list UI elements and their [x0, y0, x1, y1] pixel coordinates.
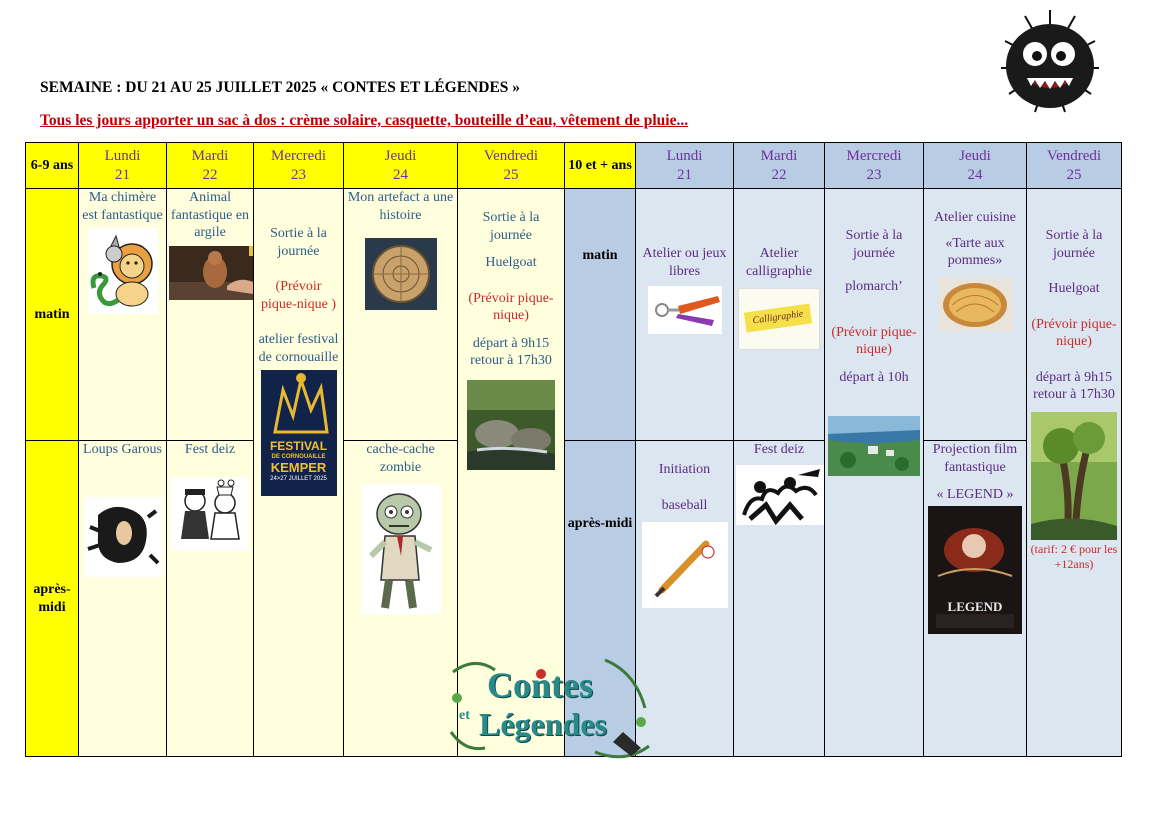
- poster-title: LEGEND: [947, 598, 1003, 614]
- departure-time: départ à 9h15 retour à 17h30: [470, 335, 552, 368]
- page-title: SEMAINE : DU 21 AU 25 JUILLET 2025 « CONTES ET LÉGENDES »: [40, 79, 521, 96]
- header-day-lundi-big: [636, 143, 734, 189]
- poster-line: 24>27 JUILLET 2025: [270, 476, 327, 482]
- activity-sortie-festival: [254, 189, 344, 757]
- poster-line: DE CORNOUAILLE: [271, 454, 326, 460]
- outing-label: Sortie à la journée: [482, 210, 540, 243]
- activity-label: Ma chimère est fantastique: [82, 190, 163, 223]
- calligraphy-image: [738, 288, 820, 350]
- activity-label: Atelier calligraphie: [745, 246, 813, 279]
- price-note: (tarif: 2 € pour les +12ans): [1030, 541, 1118, 571]
- activity-argile: [167, 189, 254, 441]
- day-number: 22: [771, 166, 787, 183]
- day-name: Vendredi: [483, 148, 539, 164]
- activity-label: Projection film fantastique: [932, 442, 1018, 475]
- header-day-mercredi-big: [825, 143, 924, 189]
- day-number: 23: [866, 166, 882, 183]
- header-day-lundi: [79, 143, 167, 189]
- day-name: Mercredi: [271, 148, 326, 164]
- outing-label: Sortie à la journée: [270, 226, 327, 259]
- age-group-10-plus: 10 et + ans: [565, 143, 636, 189]
- header-day-mercredi: [254, 143, 344, 189]
- logo-word-et: et: [459, 708, 470, 723]
- keychain-photo: [648, 286, 722, 334]
- festival-workshop: atelier festival de cornouaille: [258, 332, 339, 365]
- activity-loups-garous: [79, 441, 167, 757]
- breton-dancers-illustration: [171, 477, 249, 551]
- recipe-name: «Tarte aux pommes»: [945, 235, 1005, 268]
- apple-tart-photo: [938, 278, 1012, 332]
- activity-artefact: [344, 189, 458, 441]
- activity-cuisine: [924, 189, 1027, 441]
- film-title: « LEGEND »: [936, 487, 1014, 502]
- header-day-mardi: [167, 143, 254, 189]
- header-day-vendredi: [458, 143, 565, 189]
- outing-place: Huelgoat: [485, 255, 537, 270]
- activity-fest-deiz: [167, 441, 254, 757]
- activity-label: Initiation: [658, 462, 711, 477]
- period-matin-big: matin: [565, 189, 636, 441]
- activity-label: Animal fantastique en argile: [170, 190, 250, 240]
- outing-label: Sortie à la journée: [845, 228, 903, 261]
- picnic-note: (Prévoir pique-nique): [1031, 316, 1117, 349]
- period-apres-midi-big: après-midi: [565, 441, 636, 757]
- packing-reminder: Tous les jours apporter un sac à dos : crème solaire, casquette, bouteille d’eau, vêtement de pluie...: [40, 112, 689, 129]
- activity-projection-legend: [924, 441, 1027, 757]
- departure-time: départ à 10h: [839, 369, 909, 385]
- logo-word-legendes: Légendes: [479, 706, 607, 742]
- picnic-note: (Prévoir pique-nique): [831, 324, 917, 357]
- breton-musicians-illustration: [736, 465, 824, 525]
- activity-label: Loups Garous: [83, 442, 162, 457]
- day-name: Jeudi: [959, 148, 991, 164]
- activity-label: cache-cache zombie: [366, 442, 435, 475]
- activity-label: Fest deiz: [184, 442, 236, 457]
- werewolf-game-illustration: [84, 497, 162, 577]
- clay-sculpture-photo: [169, 246, 254, 300]
- day-name: Lundi: [104, 148, 141, 164]
- contes-et-legendes-logo: [445, 652, 655, 770]
- outing-place: Huelgoat: [1048, 281, 1100, 296]
- activity-label: Atelier cuisine: [933, 210, 1017, 225]
- day-number: 25: [503, 166, 519, 183]
- activity-sortie-plomarch: [825, 189, 924, 757]
- header-day-jeudi-big: [924, 143, 1027, 189]
- day-number: 22: [202, 166, 218, 183]
- period-matin: matin: [26, 189, 79, 441]
- activity-label: Atelier ou jeux libres: [642, 246, 727, 279]
- activity-calligraphie: [734, 189, 825, 441]
- activity-fest-deiz-big: [734, 441, 825, 757]
- day-name: Vendredi: [1046, 148, 1102, 164]
- day-name: Mercredi: [846, 148, 902, 164]
- activity-label: Fest deiz: [753, 442, 805, 457]
- fluffy-monster-mascot: [995, 6, 1105, 118]
- day-number: 25: [1066, 166, 1082, 183]
- poster-line: KEMPER: [270, 460, 327, 475]
- baseball-bat-photo: [642, 522, 728, 608]
- departure-time: départ à 9h15 retour à 17h30: [1033, 369, 1115, 402]
- day-name: Mardi: [760, 148, 798, 164]
- outing-place: plomarch’: [845, 279, 903, 294]
- activity-label: Mon artefact a une histoire: [347, 190, 454, 223]
- day-number: 23: [291, 166, 306, 183]
- picnic-note: (Prévoir pique-nique): [468, 290, 554, 323]
- activity-detail: baseball: [661, 497, 708, 513]
- legend-movie-poster: [928, 506, 1022, 634]
- zombie-illustration: [361, 484, 441, 614]
- header-day-jeudi: [344, 143, 458, 189]
- header-day-vendredi-big: [1027, 143, 1122, 189]
- day-number: 24: [393, 166, 408, 183]
- festival-poster-art: [261, 370, 337, 440]
- logo-word-contes: Contes: [487, 665, 593, 705]
- plomarch-coast-photo: [828, 416, 920, 476]
- header-day-mardi-big: [734, 143, 825, 189]
- huelgoat-tree-photo: [1031, 412, 1117, 540]
- activity-jeux-libres: [636, 189, 734, 441]
- day-name: Lundi: [666, 148, 703, 164]
- calligraphy-word: Calligraphie: [744, 304, 812, 333]
- activity-chimere: [79, 189, 167, 441]
- picnic-note: (Prévoir pique-nique ): [260, 279, 337, 312]
- outing-label: Sortie à la journée: [1045, 228, 1103, 261]
- day-name: Jeudi: [384, 148, 417, 164]
- activity-cache-cache-zombie: [344, 441, 458, 757]
- festival-poster: [261, 370, 337, 496]
- day-number: 21: [677, 166, 692, 183]
- day-number: 21: [115, 166, 130, 183]
- poster-line: FESTIVAL: [269, 439, 328, 453]
- huelgoat-forest-photo: [467, 380, 555, 470]
- day-number: 24: [967, 166, 983, 183]
- period-apres-midi: après-midi: [26, 441, 79, 757]
- artefact-disc-photo: [365, 238, 437, 310]
- age-group-6-9: 6-9 ans: [26, 143, 79, 189]
- day-name: Mardi: [191, 148, 229, 164]
- activity-sortie-huelgoat-big: [1027, 189, 1122, 757]
- chimera-illustration: [88, 228, 158, 314]
